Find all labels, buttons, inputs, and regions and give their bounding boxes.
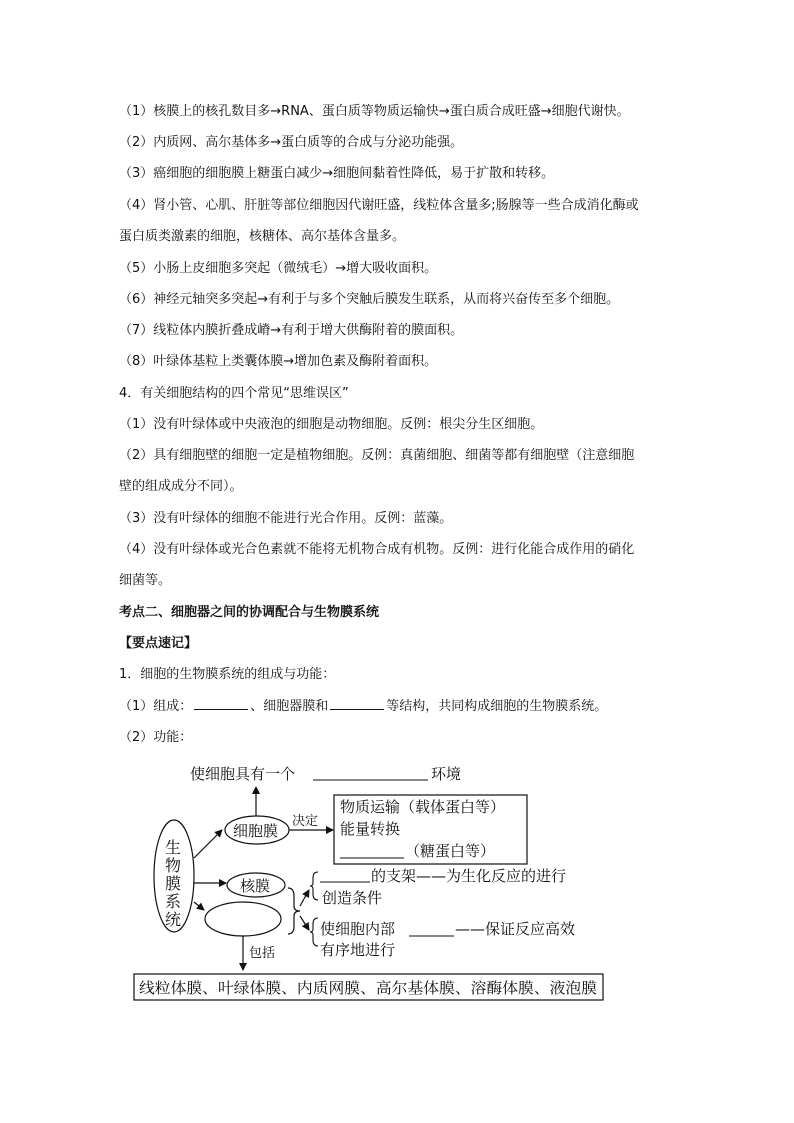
misconception-2-line1: （2）具有细胞壁的细胞一定是植物细胞。反例：真菌细胞、细菌等都有细胞壁（注意细胞: [119, 448, 635, 463]
arrow-to-function-2: [300, 916, 309, 930]
composition-prefix: （1）组成：: [119, 699, 193, 714]
point-1: （1）核膜上的核孔数目多→RNA、蛋白质等物质运输快→蛋白质合成旺盛→细胞代谢快。: [119, 104, 630, 119]
heading-misconceptions: 4．有关细胞结构的四个常见“思维误区”: [119, 386, 349, 401]
decides-label: 决定: [292, 814, 319, 829]
composition-middle: 、细胞器膜和: [250, 699, 329, 714]
misconception-1: （1）没有叶绿体或中央液泡的细胞是动物细胞。反例：根尖分生区细胞。: [119, 417, 544, 432]
brace-left: [288, 888, 300, 934]
point-2: （2）内质网、高尔基体多→蛋白质等的合成与分泌功能强。: [119, 135, 464, 150]
point-8: （8）叶绿体基粒上类囊体膜→增加色素及酶附着面积。: [119, 354, 438, 369]
system-label-char: 物: [165, 856, 182, 875]
misconception-2-line2: 壁的组成成分不同）。: [119, 479, 243, 494]
cell-membrane-label: 细胞膜: [233, 822, 279, 840]
misconception-4-line2: 细菌等。: [119, 573, 172, 588]
nuclear-membrane-label: 核膜: [240, 877, 271, 895]
misconception-4-line1: （4）没有叶绿体或光合色素就不能将无机物合成有机物。反例：进行化能合成作用的硝化: [119, 542, 635, 557]
arrow-to-cell-membrane: [194, 830, 222, 858]
point-6: （6）神经元轴突多突起→有利于与多个突触后膜发生联系，从而将兴奋传至多个细胞。: [119, 292, 620, 307]
section-heading: 考点二、细胞器之间的协调配合与生物膜系统: [119, 605, 380, 620]
system-label-char: 统: [165, 910, 182, 929]
brace-function-2: [310, 918, 318, 946]
function-1-line2: 创造条件: [322, 889, 383, 907]
includes-label: 包括: [249, 946, 276, 961]
point-5: （5）小肠上皮细胞多突起（微绒毛）→增大吸收面积。: [119, 261, 438, 276]
top-environment-prefix: 使细胞具有一个: [190, 765, 296, 783]
brace-function-1: [310, 872, 318, 900]
top-environment-suffix: 环境: [431, 765, 462, 783]
point-4-line1: （4）肾小管、心肌、肝脏等部位细胞因代谢旺盛，线粒体含量多;肠腺等一些合成消化酶或: [119, 198, 639, 213]
organelle-membranes-list: 线粒体膜、叶绿体膜、内质网膜、高尔基体膜、溶酶体膜、液泡膜: [139, 979, 597, 997]
box-transport: 物质运输（载体蛋白等）: [340, 798, 506, 816]
system-label-char: 系: [165, 892, 182, 911]
function-2-line2: 有序地进行: [320, 941, 396, 959]
point-4-line2: 蛋白质类激素的细胞，核糖体、高尔基体含量多。: [119, 229, 406, 244]
function-label: （2）功能：: [119, 730, 193, 745]
box-info: （糖蛋白等）: [405, 842, 496, 860]
key-points-heading: 【要点速记】: [119, 636, 198, 651]
composition-suffix: 等结构，共同构成细胞的生物膜系统。: [386, 699, 608, 714]
box-energy: 能量转换: [340, 820, 401, 838]
system-label-char: 生: [165, 838, 182, 857]
item-1: 1．细胞的生物膜系统的组成与功能：: [119, 667, 336, 682]
point-3: （3）癌细胞的细胞膜上糖蛋白减少→细胞间黏着性降低，易于扩散和转移。: [119, 166, 555, 181]
arrow-to-organelle-membrane: [194, 902, 204, 910]
function-2-line1: 使细胞内部: [320, 920, 396, 938]
arrow-to-function-1: [300, 890, 309, 906]
point-7: （7）线粒体内膜折叠成嵴→有利于增大供酶附着的膜面积。: [119, 323, 464, 338]
system-label-char: 膜: [165, 874, 182, 893]
misconception-3: （3）没有叶绿体的细胞不能进行光合作用。反例：蓝藻。: [119, 511, 453, 526]
blank-membrane-oval: [205, 902, 281, 936]
function-1-line1: 的支架——为生化反应的进行: [371, 867, 567, 885]
function-2-line1-end: ——保证反应高效: [455, 920, 576, 938]
